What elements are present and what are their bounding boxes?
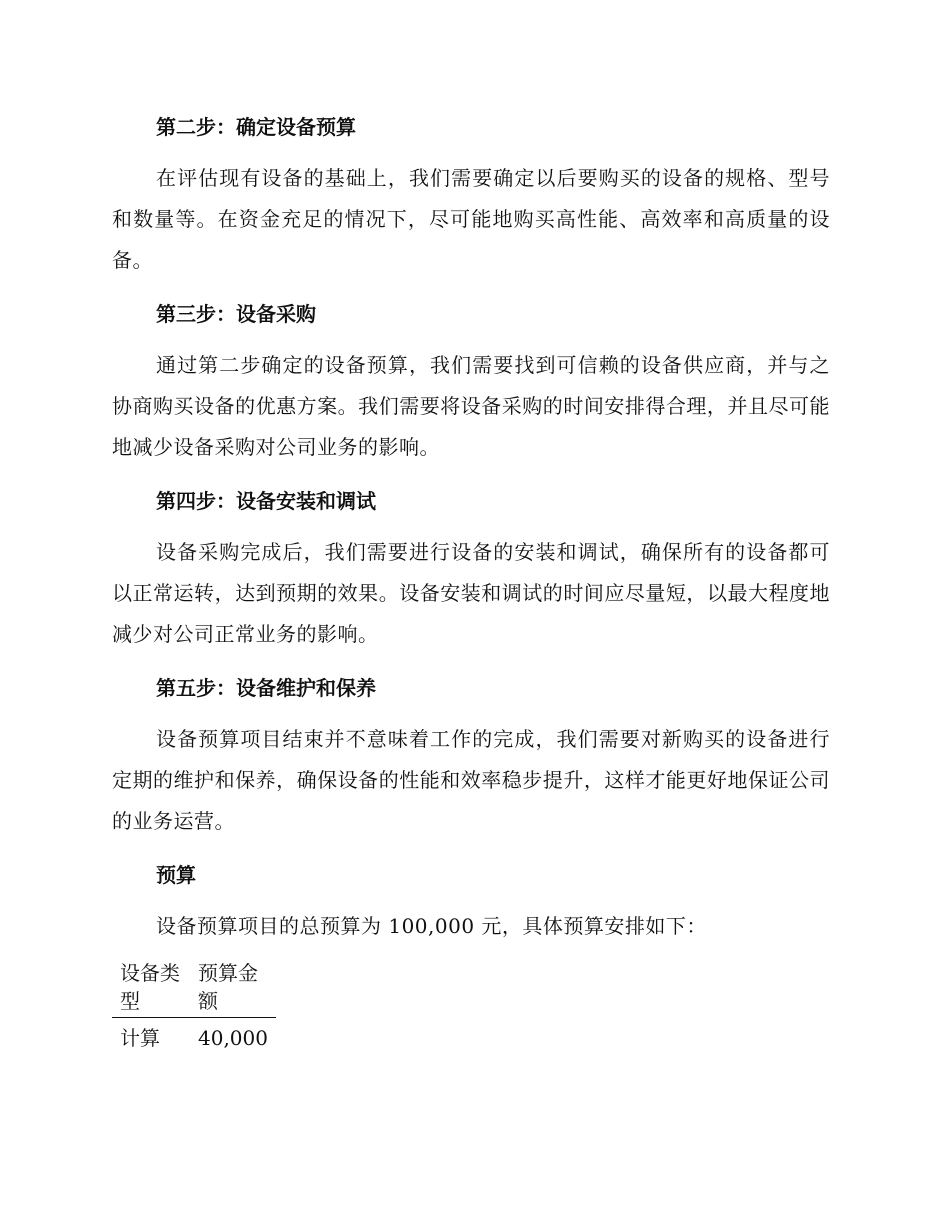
- section-heading: 预算: [156, 863, 196, 887]
- table-header-equipment-type: 设备类型: [112, 959, 190, 1018]
- section-heading: 第三步：设备采购: [156, 302, 316, 326]
- document-page: [112, 106, 830, 1052]
- section-heading: 第四步：设备安装和调试: [156, 489, 376, 513]
- section-budget: [112, 854, 830, 947]
- section-step-3: [112, 293, 830, 468]
- table-header-budget-amount: 预算金额: [190, 959, 276, 1018]
- table-header-row: [112, 959, 276, 1018]
- section-step-4: [112, 480, 830, 655]
- section-paragraph: 通过第二步确定的设备预算，我们需要找到可信赖的设备供应商，并与之协商购买设备的优惠方案。我们需要将设备采购的时间安排得合理，并且尽可能地减少设备采购对公司业务的影响。: [112, 353, 830, 459]
- table-cell-equipment-type: 计算: [120, 1026, 160, 1050]
- section-paragraph: 设备预算项目结束并不意味着工作的完成，我们需要对新购买的设备进行定期的维护和保养，确保设备的性能和效率稳步提升，这样才能更好地保证公司的业务运营。: [112, 727, 830, 833]
- section-step-5: [112, 667, 830, 842]
- section-heading: 第二步：确定设备预算: [156, 115, 356, 139]
- table-row: [112, 1018, 276, 1053]
- budget-table: [112, 959, 276, 1052]
- table-cell-budget-amount: 40,000: [198, 1026, 268, 1050]
- section-paragraph: 在评估现有设备的基础上，我们需要确定以后要购买的设备的规格、型号和数量等。在资金充足的情况下，尽可能地购买高性能、高效率和高质量的设备。: [112, 166, 830, 272]
- section-heading: 第五步：设备维护和保养: [156, 676, 376, 700]
- section-step-2: [112, 106, 830, 281]
- section-paragraph: 设备采购完成后，我们需要进行设备的安装和调试，确保所有的设备都可以正常运转，达到预期的效果。设备安装和调试的时间应尽量短，以最大程度地减少对公司正常业务的影响。: [112, 540, 830, 646]
- section-paragraph: 设备预算项目的总预算为 100,000 元，具体预算安排如下：: [156, 914, 707, 938]
